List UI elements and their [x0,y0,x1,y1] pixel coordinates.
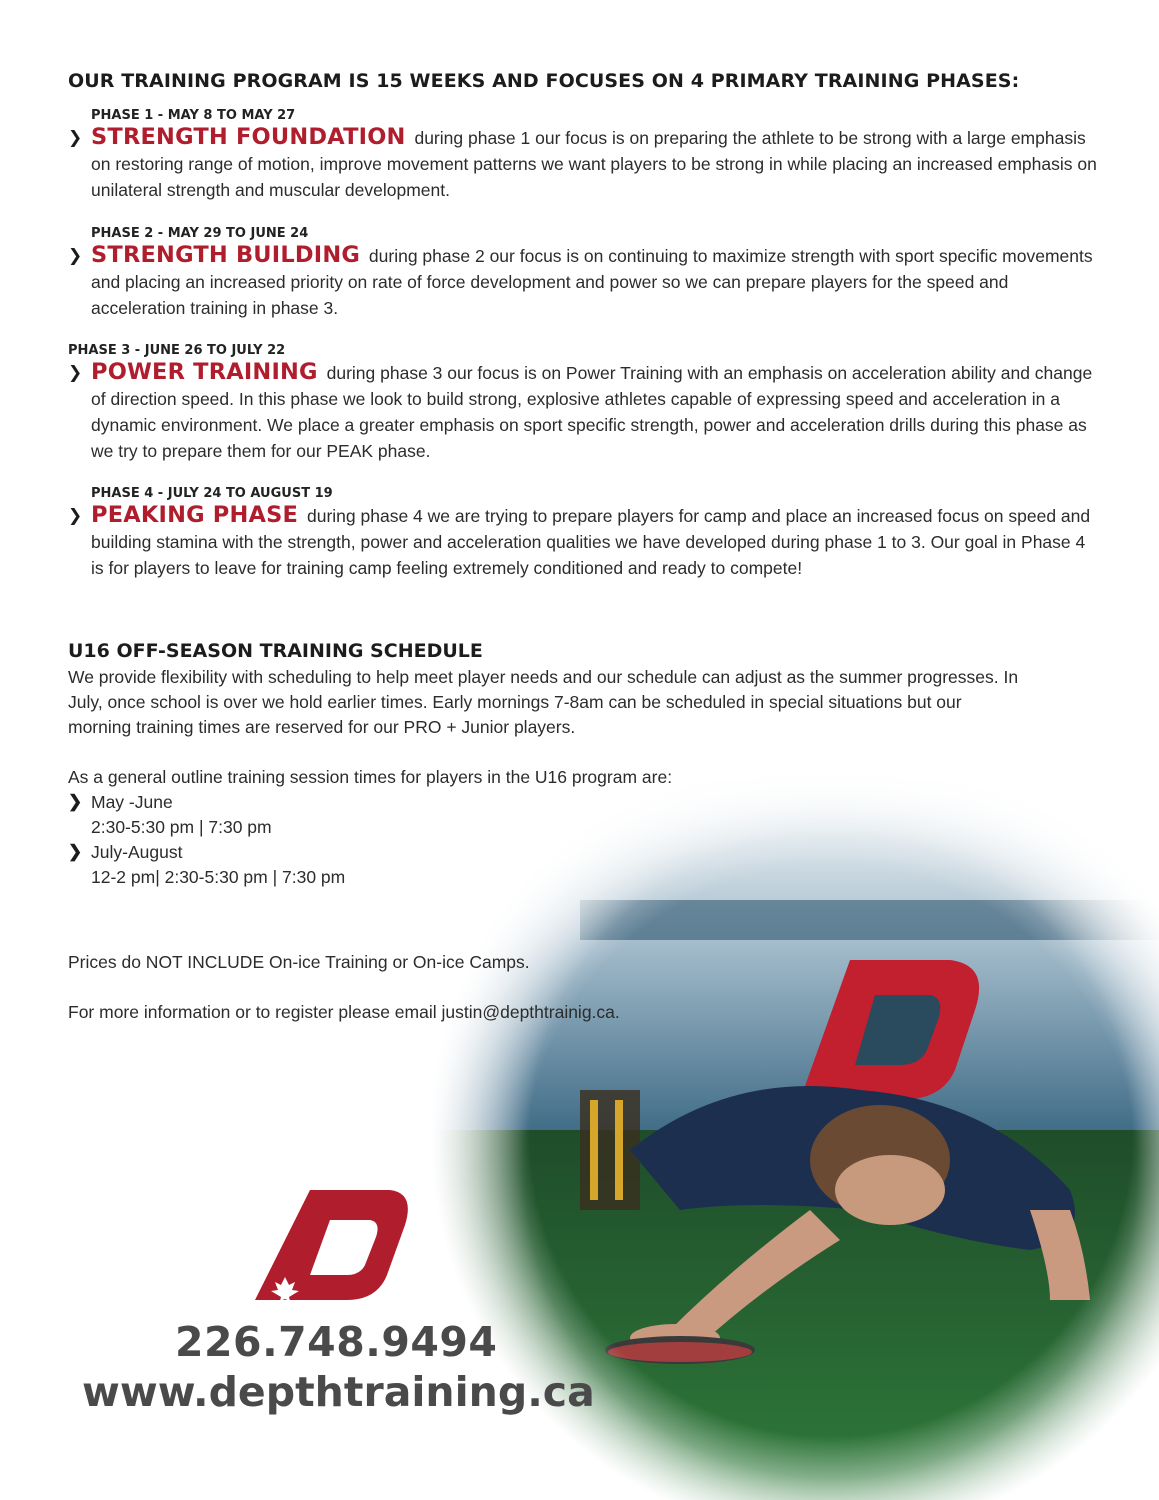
contact-website[interactable]: www.depthtraining.ca [82,1368,595,1416]
phase-3 [68,343,1098,464]
chevron-right-icon: ❯ [68,792,83,811]
schedule-list [68,790,345,890]
schedule-outline: As a general outline training session times for players in the U16 program are: [68,767,673,787]
chevron-right-icon: ❯ [68,246,83,266]
phase-3-name: POWER TRAINING [91,359,318,385]
schedule-times: 2:30-5:30 pm | 7:30 pm [91,817,272,837]
phase-2-text: during phase 2 our focus is on continuing to maximize strength with sport specific movements and placing an increased priority on rate of force development and power so we can prepare players for the speed and acceleration training in phase 3. [91,246,1093,318]
phase-2-date: PHASE 2 - MAY 29 TO JUNE 24 [91,226,309,241]
phase-1-name: STRENGTH FOUNDATION [91,124,406,150]
phase-3-text: during phase 3 our focus is on Power Training with an emphasis on acceleration ability and change of direction speed. In this phase we look to build strong, explosive athletes capable of expressing speed and acceleration in a dynamic environment. We place a greater emphasis on sport specific strength, power and acceleration drills during this phase as we try to prepare them for our PEAK phase. [91,363,1093,461]
phase-1-date: PHASE 1 - MAY 8 TO MAY 27 [91,108,296,123]
phase-4 [68,486,1098,581]
chevron-right-icon: ❯ [68,363,83,383]
phase-4-text: during phase 4 we are trying to prepare players for camp and place an increased focus on speed and building stamina with the strength, power and acceleration qualities we have developed during phase 1 to 3. Our goal in Phase 4 is for players to leave for training camp feeling extremely conditioned and ready to compete! [91,506,1091,578]
schedule-heading: U16 OFF-SEASON TRAINING SCHEDULE [68,640,483,662]
phase-1 [68,108,1098,203]
phase-1-text: during phase 1 our focus is on preparing the athlete to be strong with a large emphasis on restoring range of motion, improve movement patterns we want players to be strong in while placing an increased emphasis on unilateral strength and muscular development. [91,128,1097,200]
schedule-intro: We provide flexibility with scheduling to help meet player needs and our schedule can adjust as the summer progresses. In July, once school is over we hold earlier times. Early mornings 7-8am can be scheduled in special situations but our morning training times are reserved for our PRO + Junior players. [68,667,1019,737]
prices-note: Prices do NOT INCLUDE On-ice Training or On-ice Camps. [68,952,530,972]
list-item [68,790,345,840]
phase-4-name: PEAKING PHASE [91,502,299,528]
phase-2 [68,226,1098,321]
schedule-period: May -June [91,792,173,812]
chevron-right-icon: ❯ [68,128,83,148]
list-item [68,840,345,890]
info-note: For more information or to register please email justin@depthtrainig.ca. [68,1002,620,1022]
contact-phone: 226.748.9494 [175,1318,498,1366]
phase-4-date: PHASE 4 - JULY 24 TO AUGUST 19 [91,486,333,501]
program-heading: OUR TRAINING PROGRAM IS 15 WEEKS AND FOCUSES ON 4 PRIMARY TRAINING PHASES: [68,70,1020,92]
schedule-period: July-August [91,842,183,862]
schedule-times: 12-2 pm| 2:30-5:30 pm | 7:30 pm [91,867,346,887]
depth-d-logo-icon [255,1185,415,1305]
phase-3-date: PHASE 3 - JUNE 26 TO JULY 22 [68,343,286,358]
chevron-right-icon: ❯ [68,506,83,526]
phase-2-name: STRENGTH BUILDING [91,242,361,268]
chevron-right-icon: ❯ [68,842,83,861]
